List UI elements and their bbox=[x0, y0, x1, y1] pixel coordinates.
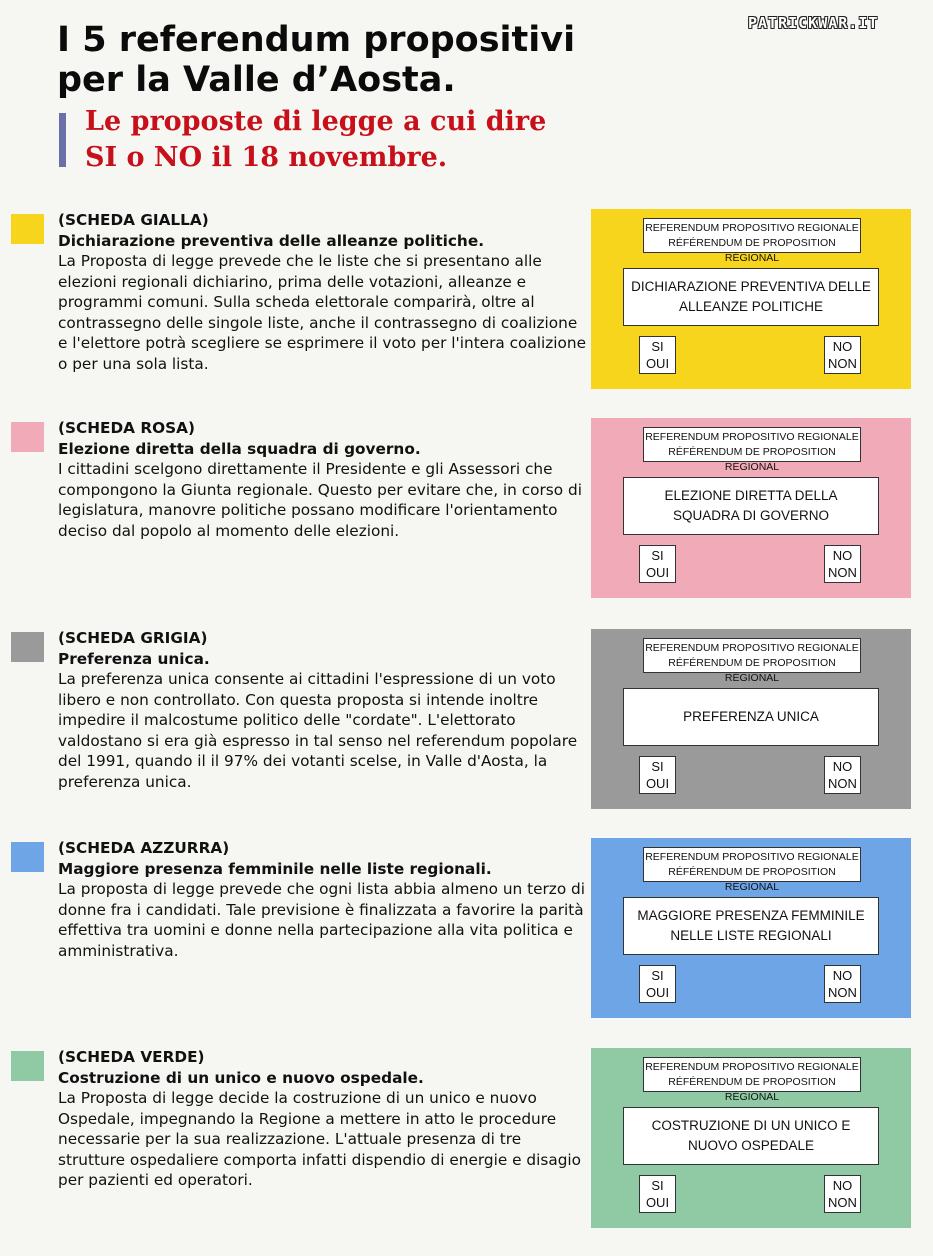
ballot-rosa bbox=[591, 418, 911, 598]
title-line-1: I 5 referendum propositivi bbox=[57, 20, 576, 60]
proposal-body: La proposta di legge prevede che ogni lista abbia almeno un terzo di donne fra i candidati. Tale previsione è finalizzata a favorire la parità effettiva tra uomini e donne nella partecipazione alla vita politica e amministrativa. bbox=[58, 880, 586, 960]
proposal-body: La Proposta di legge prevede che le liste che si presentano alle elezioni regionali dichiarino, prima delle votazioni, alleanze e programmi comuni. Sulla scheda elettorale comparirà, oltre al contrassegno delle singole liste, anche il contrassegno di coalizione e l'elettore potrà scegliere se esprimere il voto per l'intera coalizione o per una sola lista. bbox=[58, 252, 587, 373]
proposal-heading: Costruzione di un unico e nuovo ospedale. bbox=[58, 1068, 424, 1087]
ballot-question: ELEZIONE DIRETTA DELLA SQUADRA DI GOVERNO bbox=[623, 477, 879, 535]
subtitle-accent-bar bbox=[59, 113, 66, 167]
scheda-tag: (SCHEDA VERDE) bbox=[58, 1048, 205, 1066]
ballot-header-fr: RÉFÉRENDUM DE PROPOSITION RÉGIONAL bbox=[668, 866, 836, 893]
scheda-tag: (SCHEDA GIALLA) bbox=[58, 211, 209, 229]
proposal-heading: Elezione diretta della squadra di governo. bbox=[58, 439, 421, 458]
yes-box: SI OUI bbox=[639, 965, 676, 1003]
no-box: NO NON bbox=[824, 1175, 861, 1213]
ballot-header-it: REFERENDUM PROPOSITIVO REGIONALE bbox=[645, 431, 859, 443]
no-box: NO NON bbox=[824, 965, 861, 1003]
color-swatch-grigia bbox=[11, 632, 44, 662]
ballot-header-fr: RÉFÉRENDUM DE PROPOSITION RÉGIONAL bbox=[668, 1076, 836, 1103]
ballot-header-it: REFERENDUM PROPOSITIVO REGIONALE bbox=[645, 222, 859, 234]
ballot-verde bbox=[591, 1048, 911, 1228]
proposal-heading: Maggiore presenza femminile nelle liste regionali. bbox=[58, 859, 492, 878]
scheda-tag: (SCHEDA AZZURRA) bbox=[58, 839, 230, 857]
ballot-header-fr: RÉFÉRENDUM DE PROPOSITION RÉGIONAL bbox=[668, 237, 836, 264]
subtitle bbox=[85, 104, 685, 176]
proposal-heading: Dichiarazione preventiva delle alleanze politiche. bbox=[58, 231, 485, 250]
ballot-header-it: REFERENDUM PROPOSITIVO REGIONALE bbox=[645, 1061, 859, 1073]
no-box: NO NON bbox=[824, 756, 861, 794]
ballot-question: COSTRUZIONE DI UN UNICO E NUOVO OSPEDALE bbox=[623, 1107, 879, 1165]
ballot-header-it: REFERENDUM PROPOSITIVO REGIONALE bbox=[645, 851, 859, 863]
ballot-azzurra bbox=[591, 838, 911, 1018]
proposal-heading: Preferenza unica. bbox=[58, 649, 210, 668]
color-swatch-verde bbox=[11, 1051, 44, 1081]
yes-box: SI OUI bbox=[639, 1175, 676, 1213]
color-swatch-rosa bbox=[11, 422, 44, 452]
section-text bbox=[58, 838, 588, 961]
proposal-body: I cittadini scelgono direttamente il Presidente e gli Assessori che compongono la Giunta regionale. Questo per evitare che, in corso di legislatura, manovre politiche possano modificare l'orientamento deciso dal popolo al momento delle elezioni. bbox=[58, 460, 582, 540]
yes-box: SI OUI bbox=[639, 545, 676, 583]
section-text bbox=[58, 1047, 588, 1191]
section-text bbox=[58, 210, 588, 374]
subtitle-line-1: Le proposte di legge a cui dire bbox=[85, 106, 547, 137]
ballot-header-it: REFERENDUM PROPOSITIVO REGIONALE bbox=[645, 642, 859, 654]
section-text bbox=[58, 628, 588, 792]
subtitle-line-2: SI o NO il 18 novembre. bbox=[85, 142, 448, 173]
ballot-header bbox=[643, 1057, 861, 1103]
yes-box: SI OUI bbox=[639, 756, 676, 794]
ballot-header bbox=[643, 218, 861, 264]
ballot-header-fr: RÉFÉRENDUM DE PROPOSITION RÉGIONAL bbox=[668, 657, 836, 684]
page-title bbox=[57, 20, 757, 100]
color-swatch-azzurra bbox=[11, 842, 44, 872]
ballot-header-fr: RÉFÉRENDUM DE PROPOSITION RÉGIONAL bbox=[668, 446, 836, 473]
ballot-header bbox=[643, 847, 861, 893]
proposal-body: La preferenza unica consente ai cittadini l'espressione di un voto libero e non controllato. Con questa proposta si intende inoltre impedire il malcostume politico delle "cordate". L'elettorato valdostano si era già espresso in tal senso nel referendum popolare del 1991, quando il il 97% dei votanti scelse, in Valle d'Aosta, la preferenza unica. bbox=[58, 670, 578, 791]
color-swatch-gialla bbox=[11, 214, 44, 244]
watermark: PATRICKWAR.IT bbox=[748, 14, 879, 32]
ballot-question: DICHIARAZIONE PREVENTIVA DELLE ALLEANZE POLITICHE bbox=[623, 268, 879, 326]
section-text bbox=[58, 418, 588, 541]
ballot-gialla bbox=[591, 209, 911, 389]
proposal-body: La Proposta di legge decide la costruzione di un unico e nuovo Ospedale, impegnando la Regione a mettere in atto le procedure necessarie per la sua realizzazione. L'attuale presenza di tre strutture ospedaliere comporta infatti dispendio di energie e disagio per pazienti ed operatori. bbox=[58, 1089, 582, 1189]
scheda-tag: (SCHEDA ROSA) bbox=[58, 419, 195, 437]
ballot-grigia bbox=[591, 629, 911, 809]
ballot-header bbox=[643, 638, 861, 684]
yes-box: SI OUI bbox=[639, 336, 676, 374]
title-line-2: per la Valle d’Aosta. bbox=[57, 60, 456, 100]
ballot-header bbox=[643, 427, 861, 473]
no-box: NO NON bbox=[824, 336, 861, 374]
ballot-question: MAGGIORE PRESENZA FEMMINILE NELLE LISTE REGIONALI bbox=[623, 897, 879, 955]
no-box: NO NON bbox=[824, 545, 861, 583]
scheda-tag: (SCHEDA GRIGIA) bbox=[58, 629, 208, 647]
ballot-question: PREFERENZA UNICA bbox=[623, 688, 879, 746]
